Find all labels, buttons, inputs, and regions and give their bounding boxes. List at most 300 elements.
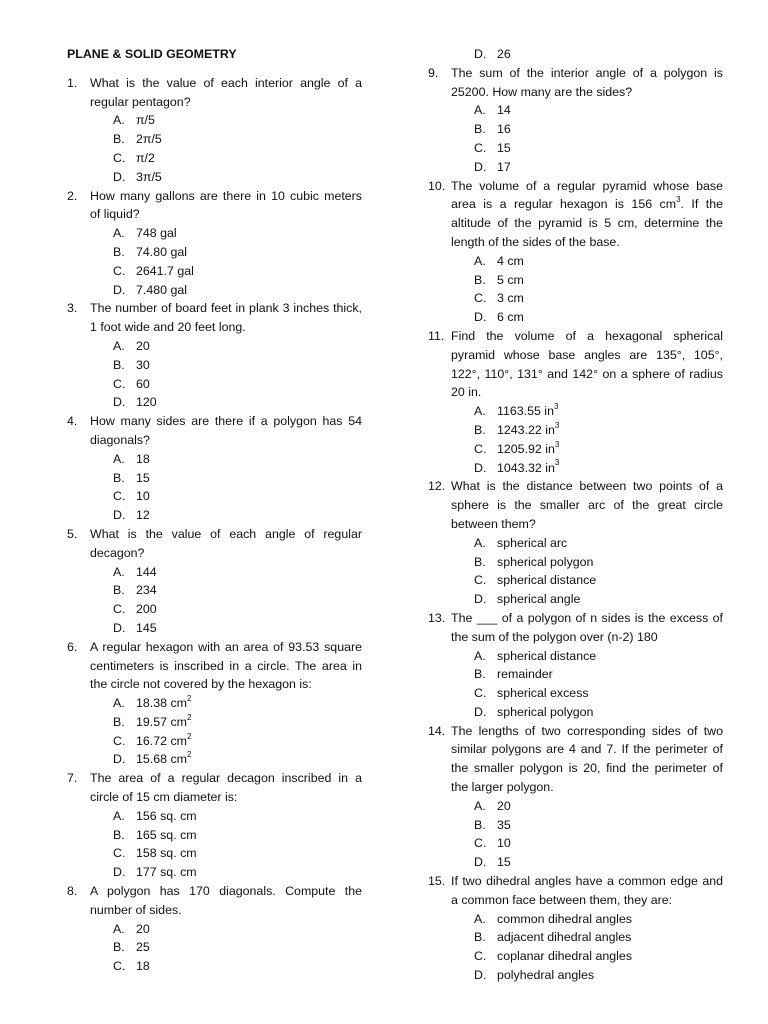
choice-letter: A. xyxy=(113,564,125,579)
choice-letter: D. xyxy=(113,169,126,184)
choice-item xyxy=(67,281,362,300)
choice-value: π/5 xyxy=(136,113,155,128)
question-number: 8. xyxy=(67,884,78,899)
choice-value: 1043.32 in xyxy=(497,460,555,475)
question-number: 10. xyxy=(428,178,446,193)
choice-letter: A. xyxy=(113,226,125,241)
choice-value: spherical distance xyxy=(497,573,597,588)
superscript: 2 xyxy=(186,693,192,703)
choice-letter: B. xyxy=(474,122,486,137)
choice-item xyxy=(428,816,723,835)
choice-item xyxy=(67,130,362,149)
choice-text xyxy=(136,356,362,375)
question-text-part: . If the altitude of the pyramid is 5 cm, determine the length of the sides of the base. xyxy=(451,197,723,249)
choice-list xyxy=(428,252,723,327)
choice-text xyxy=(497,271,723,290)
choice-text xyxy=(136,149,362,168)
choice-continuation xyxy=(428,45,723,64)
choice-item xyxy=(67,600,362,619)
question-text: What is the value of each interior angle of a regular pentagon? xyxy=(90,75,362,109)
choice-text xyxy=(497,158,723,177)
choice-letter: C. xyxy=(474,686,487,701)
choice-letter: A. xyxy=(113,921,125,936)
choice-item xyxy=(428,966,723,985)
choice-letter: A. xyxy=(474,648,486,663)
choice-value: 15 xyxy=(136,470,150,485)
choice-text xyxy=(136,450,362,469)
choice-letter: B. xyxy=(474,422,486,437)
question-row xyxy=(67,299,362,337)
question-text: The number of board feet in plank 3 inches thick, 1 foot wide and 20 feet long. xyxy=(90,301,362,335)
question-text: The lengths of two corresponding sides of two similar polygons are 4 and 7. If the perimeter of the smaller polygon is 20, find the perimeter of the larger polygon. xyxy=(451,723,723,795)
choice-list xyxy=(67,807,362,882)
choice-letter: C. xyxy=(474,836,487,851)
choice-letter: C. xyxy=(113,489,126,504)
choice-letter: C. xyxy=(113,602,126,617)
superscript: 3 xyxy=(554,420,560,430)
choice-letter: B. xyxy=(113,827,125,842)
choice-value: 20 xyxy=(136,921,150,936)
choice-text xyxy=(497,703,723,722)
page-title: PLANE & SOLID GEOMETRY xyxy=(67,47,237,61)
question-number: 7. xyxy=(67,771,78,786)
choice-text xyxy=(497,440,723,459)
question-number: 2. xyxy=(67,188,78,203)
choice-text xyxy=(497,101,723,120)
choice-item xyxy=(67,224,362,243)
choice-value: 18 xyxy=(136,451,150,466)
choice-value: 2π/5 xyxy=(136,132,162,147)
choice-letter: D. xyxy=(474,47,487,61)
choice-value: 12 xyxy=(136,508,150,523)
choice-letter: D. xyxy=(113,620,126,635)
choice-text xyxy=(136,938,362,957)
choice-item xyxy=(428,665,723,684)
choice-item xyxy=(428,834,723,853)
choice-letter: A. xyxy=(113,113,125,128)
choice-item xyxy=(428,402,723,421)
choice-text xyxy=(136,168,362,187)
question-text: The area of a regular decagon inscribed in a circle of 15 cm diameter is: xyxy=(90,771,362,805)
question-row xyxy=(67,412,362,450)
choice-list xyxy=(67,450,362,525)
question-text-part: The volume of a regular pyramid whose base area is a regular hexagon is 156 cm xyxy=(451,178,723,212)
choice-value: 16.72 cm xyxy=(136,733,187,748)
choice-item xyxy=(428,252,723,271)
choice-letter: A. xyxy=(474,404,486,419)
choice-text xyxy=(136,563,362,582)
question-item xyxy=(67,412,362,525)
choice-value: 15 xyxy=(497,855,511,870)
choice-value: spherical excess xyxy=(497,686,589,701)
question-text: A regular hexagon with an area of 93.53 square centimeters is inscribed in a circle. The area in the circle not covered by the hexagon is: xyxy=(90,639,362,692)
choice-item xyxy=(67,750,362,769)
choice-value: 748 gal xyxy=(136,226,177,241)
choice-item xyxy=(428,853,723,872)
question-item xyxy=(428,722,723,872)
choice-value: 234 xyxy=(136,583,157,598)
choice-letter: B. xyxy=(113,470,125,485)
choice-letter: B. xyxy=(113,132,125,147)
choice-item xyxy=(67,581,362,600)
choice-item xyxy=(428,440,723,459)
choice-letter: A. xyxy=(474,535,486,550)
choice-item xyxy=(67,469,362,488)
choice-value: 156 sq. cm xyxy=(136,808,197,823)
choice-letter: C. xyxy=(474,441,487,456)
choice-item xyxy=(67,243,362,262)
question-text: The sum of the interior angle of a polygon is 25200. How many are the sides? xyxy=(451,65,723,99)
choice-list xyxy=(428,647,723,722)
question-text: How many sides are there if a polygon has 54 diagonals? xyxy=(90,414,362,447)
question-number: 6. xyxy=(67,639,78,654)
choice-value: 120 xyxy=(136,395,157,410)
choice-list xyxy=(428,101,723,176)
superscript: 3 xyxy=(553,402,559,412)
choice-value: 177 sq. cm xyxy=(136,865,197,880)
choice-letter: A. xyxy=(113,338,125,353)
question-text: If two dihedral angles have a common edge and a common face between them, they are: xyxy=(451,874,723,907)
question-item xyxy=(67,769,362,882)
question-row xyxy=(428,64,723,102)
choice-letter: B. xyxy=(474,930,486,945)
choice-item xyxy=(67,920,362,939)
choice-item xyxy=(428,910,723,929)
question-number: 9. xyxy=(428,65,439,80)
choice-letter: D. xyxy=(113,752,126,767)
choice-text xyxy=(136,111,362,130)
choice-letter: C. xyxy=(474,949,487,964)
choice-letter: C. xyxy=(113,846,126,861)
question-text: What is the value of each angle of regular decagon? xyxy=(90,526,362,560)
question-number: 13. xyxy=(428,610,446,625)
choice-value: 144 xyxy=(136,564,157,579)
choice-item xyxy=(67,487,362,506)
choice-item xyxy=(67,844,362,863)
choice-item xyxy=(67,863,362,882)
choice-value: 3π/5 xyxy=(136,169,162,184)
choice-text xyxy=(136,694,362,713)
choice-text xyxy=(497,421,723,440)
choice-text xyxy=(136,487,362,506)
choice-text xyxy=(136,393,362,412)
choice-value: π/2 xyxy=(136,150,155,165)
choice-list xyxy=(428,534,723,609)
choice-value: 1163.55 in xyxy=(497,404,554,419)
question-number: 5. xyxy=(67,526,78,541)
choice-value: 60 xyxy=(136,376,150,391)
choice-value: 20 xyxy=(136,338,150,353)
choice-letter: B. xyxy=(474,817,486,832)
choice-text xyxy=(497,947,723,966)
choice-letter: C. xyxy=(113,733,126,748)
choice-text xyxy=(136,619,362,638)
superscript: 2 xyxy=(186,731,192,741)
choice-letter: B. xyxy=(113,940,125,955)
choice-item xyxy=(67,356,362,375)
choice-item xyxy=(428,459,723,478)
choice-text xyxy=(497,853,723,872)
choice-item xyxy=(428,289,723,308)
choice-letter: B. xyxy=(474,272,486,287)
choice-text xyxy=(136,713,362,732)
choice-letter: C. xyxy=(113,376,126,391)
choice-text xyxy=(136,957,362,976)
choice-item xyxy=(67,337,362,356)
question-number: 4. xyxy=(67,414,78,429)
question-item xyxy=(428,64,723,177)
choice-value: 35 xyxy=(497,817,511,832)
choice-value: 18 xyxy=(136,959,150,974)
choice-letter: A. xyxy=(113,696,125,711)
question-item xyxy=(428,609,723,722)
choice-item xyxy=(67,450,362,469)
choice-item xyxy=(428,158,723,177)
choice-item xyxy=(67,619,362,638)
choice-text xyxy=(497,402,723,421)
choice-letter: D. xyxy=(474,310,487,325)
choice-item xyxy=(67,111,362,130)
choice-letter: C. xyxy=(113,263,126,278)
choice-item xyxy=(67,807,362,826)
superscript: 2 xyxy=(186,712,192,722)
superscript: 3 xyxy=(676,195,681,205)
choice-text xyxy=(497,139,723,158)
question-text: What is the distance between two points of a sphere is the smaller arc of the great circle between them? xyxy=(451,479,723,531)
question-item xyxy=(428,477,723,609)
question-row xyxy=(67,74,362,112)
choice-item xyxy=(428,271,723,290)
choice-item xyxy=(428,647,723,666)
question-row xyxy=(428,327,723,402)
choice-item xyxy=(67,393,362,412)
question-number: 12. xyxy=(428,479,446,494)
choice-text xyxy=(136,750,362,769)
choice-value: 30 xyxy=(136,357,150,372)
choice-value: remainder xyxy=(497,667,553,682)
choice-value: 145 xyxy=(136,620,157,635)
choice-value: 5 cm xyxy=(497,272,524,287)
question-row xyxy=(428,722,723,797)
choice-text xyxy=(136,262,362,281)
choice-value: 200 xyxy=(136,602,157,617)
choice-value: 18.38 cm xyxy=(136,696,187,711)
question-list-left xyxy=(67,74,362,976)
choice-text xyxy=(136,807,362,826)
choice-letter: D. xyxy=(474,460,487,475)
choice-value: 15 xyxy=(497,140,511,155)
question-number: 14. xyxy=(428,723,446,738)
choice-text xyxy=(136,506,362,525)
choice-letter: B. xyxy=(113,714,125,729)
choice-text xyxy=(136,130,362,149)
choice-text xyxy=(497,571,723,590)
choice-value: 15.68 cm xyxy=(136,752,187,767)
choice-value: polyhedral angles xyxy=(497,968,595,983)
choice-letter: D. xyxy=(113,395,126,410)
choice-text xyxy=(497,684,723,703)
question-item xyxy=(428,177,723,327)
choice-item xyxy=(428,797,723,816)
choice-item xyxy=(67,713,362,732)
choice-text xyxy=(497,966,723,985)
choice-letter: A. xyxy=(474,911,486,926)
choice-value: 20 xyxy=(497,798,511,813)
choice-text xyxy=(497,928,723,947)
choice-text xyxy=(136,281,362,300)
question-row xyxy=(67,525,362,563)
choice-item xyxy=(67,149,362,168)
choice-value: spherical polygon xyxy=(497,704,594,719)
choice-list xyxy=(67,920,362,976)
choice-text xyxy=(497,553,723,572)
choice-list xyxy=(67,337,362,412)
choice-text xyxy=(497,816,723,835)
question-row xyxy=(428,477,723,533)
choice-item xyxy=(428,553,723,572)
choice-item xyxy=(428,684,723,703)
choice-text xyxy=(497,289,723,308)
choice-list xyxy=(67,563,362,638)
choice-text xyxy=(136,581,362,600)
choice-text xyxy=(136,732,362,751)
choice-letter: D. xyxy=(113,865,126,880)
question-row xyxy=(67,882,362,920)
choice-value: 16 xyxy=(497,122,511,137)
choice-value: 19.57 cm xyxy=(136,714,187,729)
choice-item xyxy=(428,308,723,327)
choice-item xyxy=(428,139,723,158)
choice-item xyxy=(67,938,362,957)
choice-value: 158 sq. cm xyxy=(136,846,197,861)
question-text xyxy=(451,177,723,252)
choice-letter: D. xyxy=(474,592,487,607)
choice-text xyxy=(136,243,362,262)
choice-letter: C. xyxy=(474,573,487,588)
choice-item xyxy=(67,506,362,525)
choice-list xyxy=(67,224,362,299)
choice-value: spherical angle xyxy=(497,592,581,607)
superscript: 2 xyxy=(186,750,192,760)
choice-text xyxy=(497,797,723,816)
question-number: 11. xyxy=(428,328,445,343)
question-number: 1. xyxy=(67,75,78,90)
question-text: Find the volume of a hexagonal spherical pyramid whose base angles are 135°, 105°, 122°, 110°, 131° and 142° on a sphere of radius 20 in. xyxy=(451,328,723,400)
choice-item xyxy=(428,947,723,966)
choice-value: 10 xyxy=(136,489,150,504)
choice-value: 3 cm xyxy=(497,291,524,306)
choice-value: 165 sq. cm xyxy=(136,827,197,842)
superscript: 3 xyxy=(554,458,560,468)
choice-value: adjacent dihedral angles xyxy=(497,930,632,945)
question-row xyxy=(428,177,723,252)
choice-value: 74.80 gal xyxy=(136,244,187,259)
choice-text xyxy=(136,469,362,488)
choice-item xyxy=(67,563,362,582)
question-row xyxy=(67,769,362,807)
choice-text xyxy=(497,665,723,684)
question-text: How many gallons are there in 10 cubic meters of liquid? xyxy=(90,188,362,222)
question-item xyxy=(67,299,362,412)
choice-letter: B. xyxy=(474,554,486,569)
choice-value: 2641.7 gal xyxy=(136,263,194,278)
choice-list xyxy=(67,694,362,769)
choice-letter: A. xyxy=(113,808,125,823)
superscript: 3 xyxy=(554,439,560,449)
question-number: 15. xyxy=(428,874,446,889)
choice-item xyxy=(67,732,362,751)
choice-text xyxy=(136,920,362,939)
choice-letter: D. xyxy=(474,968,487,983)
choice-item xyxy=(428,590,723,609)
question-row xyxy=(67,187,362,225)
right-column xyxy=(428,45,723,985)
choice-value: 1205.92 in xyxy=(497,441,555,456)
choice-text xyxy=(497,252,723,271)
choice-text xyxy=(136,375,362,394)
choice-value: spherical distance xyxy=(497,648,597,663)
choice-value: 17 xyxy=(497,159,511,174)
question-item xyxy=(67,882,362,976)
choice-letter: D. xyxy=(113,508,126,523)
choice-letter: A. xyxy=(113,451,125,466)
choice-item xyxy=(428,421,723,440)
choice-item xyxy=(428,703,723,722)
choice-value: common dihedral angles xyxy=(497,911,632,926)
question-list-right xyxy=(428,64,723,985)
choice-value: 1243.22 in xyxy=(497,422,555,437)
choice-letter: D. xyxy=(474,855,487,870)
choice-item xyxy=(428,101,723,120)
choice-letter: C. xyxy=(474,140,487,155)
choice-text xyxy=(497,120,723,139)
choice-list xyxy=(428,910,723,985)
choice-value: 14 xyxy=(497,103,511,118)
question-row xyxy=(67,638,362,694)
choice-value: spherical polygon xyxy=(497,554,594,569)
choice-item xyxy=(67,168,362,187)
question-number: 3. xyxy=(67,301,78,316)
choice-text xyxy=(497,647,723,666)
choice-value: 7.480 gal xyxy=(136,282,187,297)
choice-item xyxy=(428,120,723,139)
choice-item xyxy=(67,375,362,394)
choice-item xyxy=(67,694,362,713)
choice-list xyxy=(67,111,362,186)
choice-letter: A. xyxy=(474,798,486,813)
choice-letter: B. xyxy=(113,357,125,372)
choice-letter: C. xyxy=(474,291,487,306)
question-item xyxy=(67,525,362,638)
question-text: A polygon has 170 diagonals. Compute the number of sides. xyxy=(90,884,362,917)
question-text: The ___ of a polygon of n sides is the excess of the sum of the polygon over (n-2) 180 xyxy=(451,610,723,644)
choice-text xyxy=(136,863,362,882)
choice-text xyxy=(497,834,723,853)
choice-list xyxy=(428,402,723,477)
question-item xyxy=(428,327,723,477)
left-column xyxy=(67,45,362,976)
choice-item xyxy=(67,826,362,845)
choice-text xyxy=(136,337,362,356)
choice-item xyxy=(428,571,723,590)
choice-text xyxy=(497,910,723,929)
question-item xyxy=(428,872,723,985)
choice-letter: C. xyxy=(113,959,126,974)
choice-text xyxy=(136,844,362,863)
choice-text xyxy=(497,308,723,327)
choice-letter: A. xyxy=(474,103,486,118)
choice-letter: B. xyxy=(474,667,486,682)
